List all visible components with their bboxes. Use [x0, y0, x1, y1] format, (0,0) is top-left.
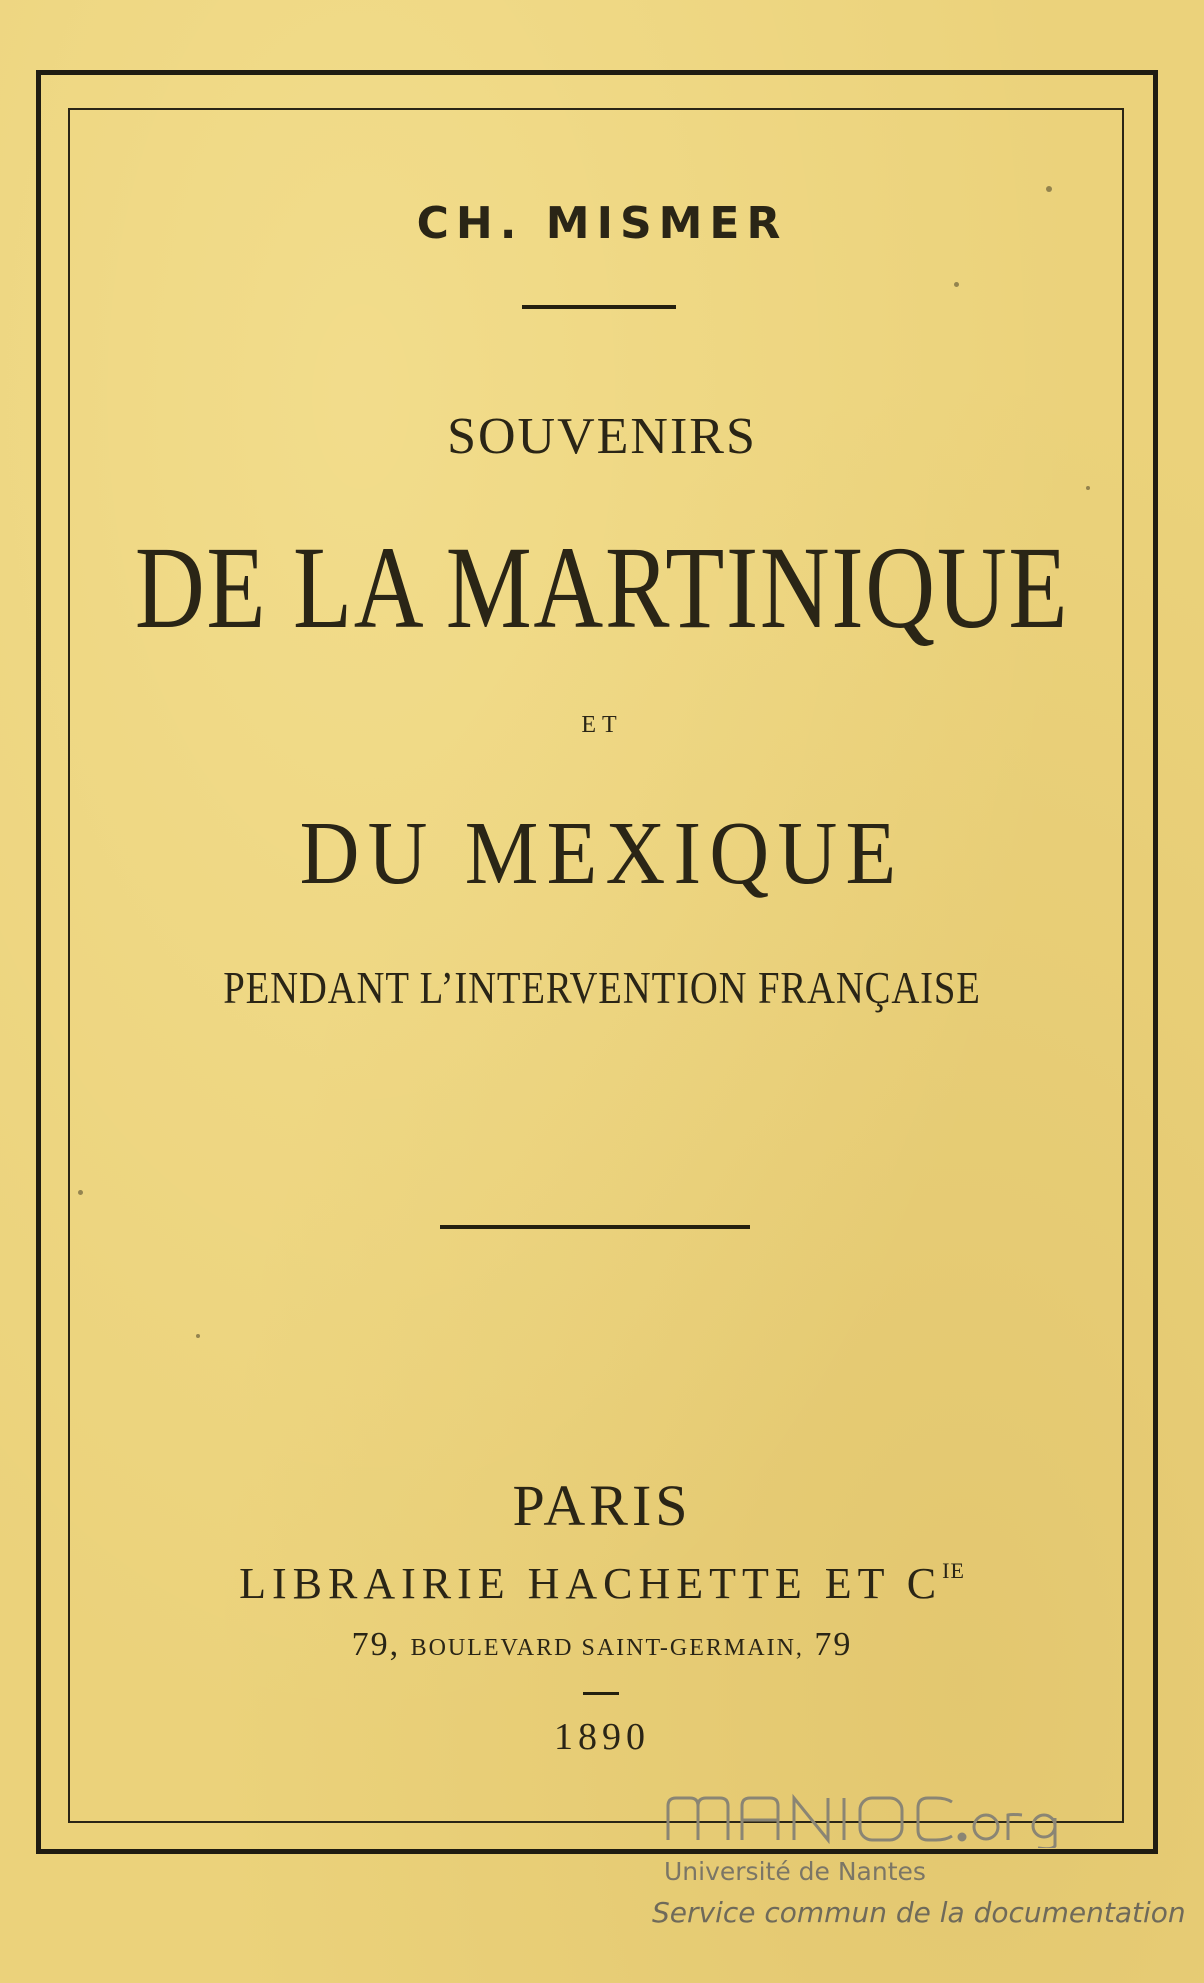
paper-speck: [954, 282, 959, 287]
divider-rule-top: [522, 305, 676, 309]
publication-city: PARIS: [512, 1473, 692, 1538]
publisher-line: [0, 1558, 1204, 1609]
publication-year: 1890: [554, 1716, 650, 1758]
divider-rule-small: [583, 1692, 619, 1695]
address-number-left: 79,: [351, 1626, 401, 1663]
address-number-right: 79: [814, 1626, 853, 1663]
title-conjunction: ET: [581, 712, 623, 738]
paper-speck: [1086, 486, 1090, 490]
publisher-name: LIBRAIRIE HACHETTE ET C: [239, 1559, 943, 1608]
watermark-institution: Université de Nantes: [664, 1857, 926, 1886]
address-street: BOULEVARD SAINT-GERMAIN,: [410, 1635, 804, 1661]
divider-rule-middle: [440, 1225, 750, 1229]
paper-speck: [196, 1334, 200, 1338]
title-line-martinique: DE LA MARTINIQUE: [134, 522, 1070, 653]
subtitle: PENDANT L’INTERVENTION FRANÇAISE: [223, 963, 981, 1013]
paper-speck: [78, 1190, 83, 1195]
publisher-suffix: IE: [942, 1558, 965, 1583]
title-line-mexique: DU MEXIQUE: [299, 804, 905, 903]
watermark-service: Service commun de la documentation: [652, 1896, 1186, 1929]
title-line-souvenirs: SOUVENIRS: [447, 408, 757, 465]
paper-speck: [1046, 186, 1052, 192]
author-name: CH. MISMER: [416, 198, 788, 249]
publisher-address: [0, 1626, 1204, 1664]
